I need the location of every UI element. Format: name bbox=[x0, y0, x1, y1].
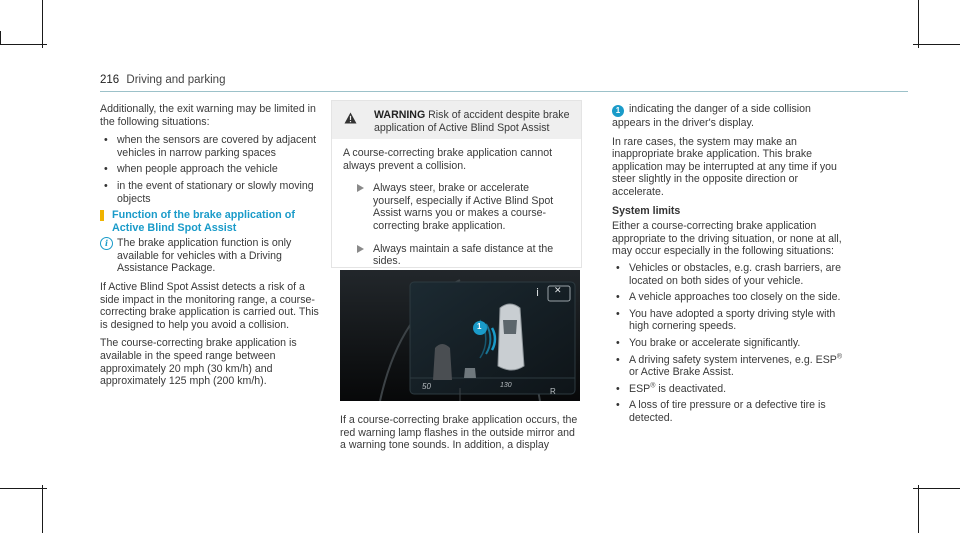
display-caption: If a course-correcting brake application occurs, the red warning lamp flashes in the outside mirror and a warning tone sounds. In addition, a display bbox=[340, 414, 578, 452]
crop-mark bbox=[42, 0, 43, 48]
list-item-text: ESP bbox=[629, 382, 651, 395]
page-number: 216 bbox=[100, 74, 120, 86]
list-item-text: or Active Brake Assist. bbox=[629, 366, 734, 379]
subheading: System limits bbox=[612, 204, 681, 217]
crop-mark bbox=[0, 44, 47, 45]
arrow-right-icon bbox=[357, 245, 364, 253]
crop-mark bbox=[913, 44, 960, 45]
paragraph: The course-correcting brake application is available in the speed range between approximately 20 mph (30 km/h) and approximately 125 mph (200 km/h). bbox=[100, 337, 297, 388]
close-icon: ✕ bbox=[554, 286, 562, 296]
driver-display-image bbox=[340, 270, 580, 401]
crop-mark bbox=[0, 31, 1, 44]
section-bar bbox=[100, 210, 104, 221]
list-item: • A loss of tire pressure or a defective tire is detected. bbox=[612, 399, 844, 424]
section-name: Driving and parking bbox=[126, 74, 226, 86]
warning-action-text: Always maintain a safe distance at the sides. bbox=[373, 242, 554, 268]
crop-mark bbox=[918, 485, 919, 533]
info-icon: i bbox=[100, 237, 113, 250]
column-3 bbox=[612, 103, 844, 428]
info-note-text: The brake application function is only available for vehicles with a Driving Assistance Package. bbox=[117, 237, 292, 275]
list-item: • in the event of stationary or slowly moving objects bbox=[100, 180, 322, 205]
crop-mark bbox=[42, 485, 43, 533]
info-button: i bbox=[536, 286, 540, 299]
warning-label: WARNING bbox=[374, 109, 426, 121]
warning-header bbox=[332, 101, 581, 139]
list-item bbox=[612, 383, 844, 396]
callout-badge: 1 bbox=[612, 105, 624, 117]
list-item bbox=[612, 354, 844, 379]
page-header bbox=[100, 74, 225, 86]
instrument-cluster-graphic bbox=[340, 270, 580, 401]
marker-number: 1 bbox=[477, 322, 482, 331]
warning-triangle-icon bbox=[344, 111, 357, 129]
list-item-text: A driving safety system intervenes, e.g. ESP bbox=[629, 353, 837, 366]
registered-mark: ® bbox=[650, 382, 656, 390]
warning-title bbox=[374, 109, 574, 134]
speed-label-left: 50 bbox=[422, 382, 431, 391]
list-item: • when people approach the vehicle bbox=[100, 163, 322, 176]
warning-action-text: Always steer, brake or accelerate yourself, especially if Active Blind Spot Assist warns you or makes a course-correcting brake application. bbox=[373, 182, 554, 232]
list-item: • You have adopted a sporty driving style with high cornering speeds. bbox=[612, 308, 844, 333]
section-title bbox=[100, 209, 322, 235]
paragraph: In rare cases, the system may make an inappropriate brake application. This brake application may be interrupted at any time if you steer slightly in the opposite direction or accelerate. bbox=[612, 135, 837, 198]
list-item: • You brake or accelerate significantly. bbox=[612, 337, 844, 350]
list-item: • when the sensors are covered by adjacent vehicles in narrow parking spaces bbox=[100, 134, 322, 159]
list-item: • A vehicle approaches too closely on the side. bbox=[612, 291, 844, 304]
crop-mark bbox=[913, 488, 960, 489]
warning-action bbox=[343, 243, 571, 268]
paragraph: Either a course-correcting brake application appropriate to the driving situation, or none at all, may occur especially in the following situations: bbox=[612, 220, 842, 258]
section-title-text: Function of the brake application of Active Blind Spot Assist bbox=[112, 209, 295, 235]
speed-label-right: 130 bbox=[500, 382, 512, 389]
column-1 bbox=[100, 103, 322, 394]
registered-mark: ® bbox=[836, 352, 843, 360]
paragraph: If Active Blind Spot Assist detects a risk of a side impact in the monitoring range, a course-correcting brake application is carried out. This is designed to help you avoid a collision. bbox=[100, 280, 319, 331]
warning-box bbox=[331, 100, 582, 268]
crop-mark bbox=[918, 0, 919, 48]
warning-title-text: Risk of accident despite brake application of Active Blind Spot Assist bbox=[374, 109, 570, 134]
intro-paragraph: Additionally, the exit warning may be limited in the following situations: bbox=[100, 103, 316, 128]
warning-action bbox=[343, 182, 571, 232]
warning-body-text: A course-correcting brake application cannot always prevent a collision. bbox=[343, 147, 553, 172]
list-item-text: is deactivated. bbox=[658, 382, 727, 395]
paragraph bbox=[612, 103, 844, 130]
crop-mark bbox=[0, 488, 47, 489]
list-item: • Vehicles or obstacles, e.g. crash barriers, are located on both sides of your vehicle. bbox=[612, 262, 844, 287]
header-rule bbox=[100, 91, 908, 92]
arrow-right-icon bbox=[357, 184, 364, 192]
info-note bbox=[100, 237, 322, 275]
gear-indicator: R bbox=[550, 387, 556, 396]
warning-body bbox=[332, 139, 581, 268]
paragraph-text: indicating the danger of a side collision appears in the driver's display. bbox=[612, 103, 811, 129]
